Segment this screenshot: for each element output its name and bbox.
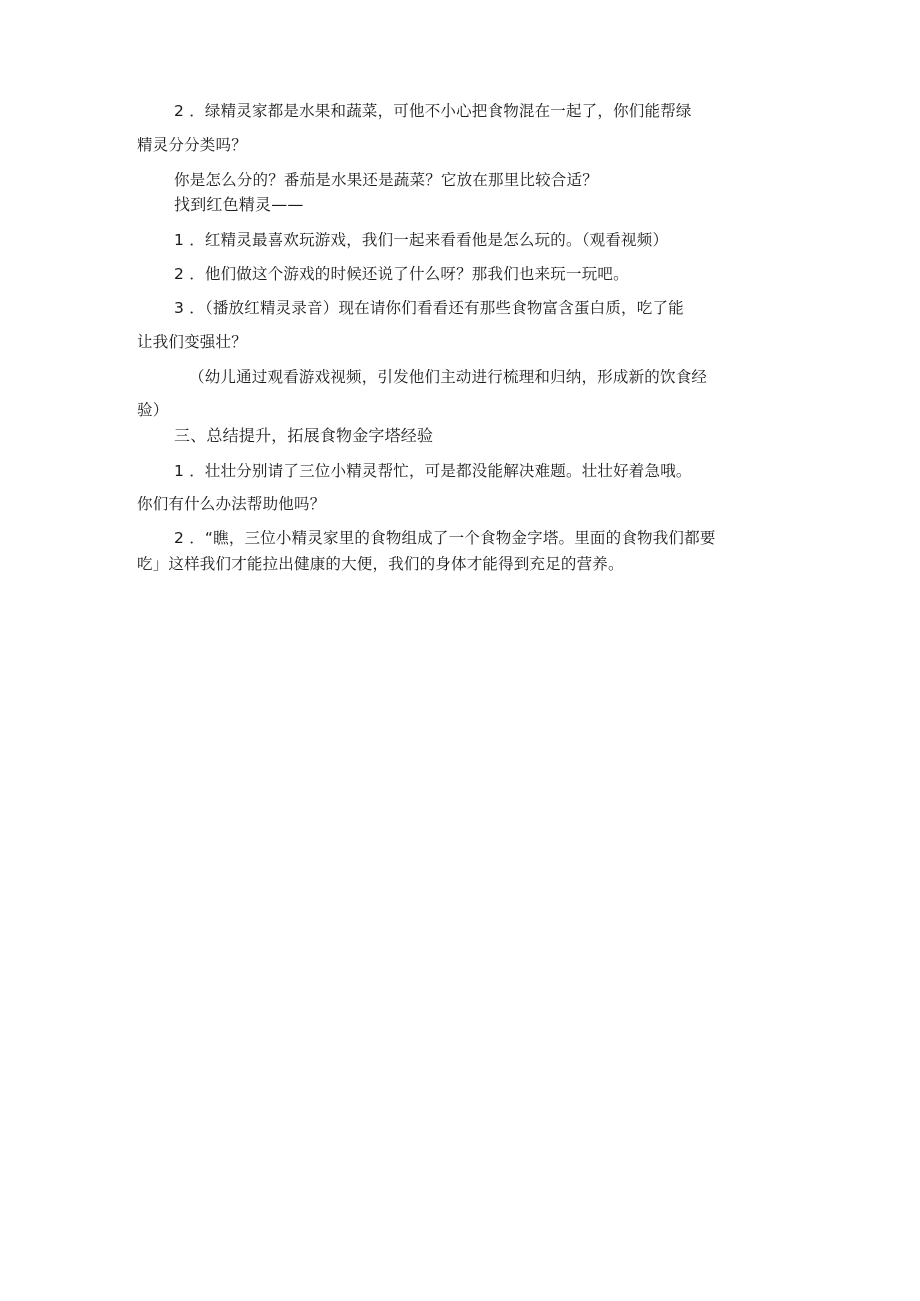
paragraph-line: 精灵分分类吗？ bbox=[137, 136, 247, 154]
section-heading: 找到红色精灵—— bbox=[174, 195, 304, 214]
paragraph-line: 3 ．（播放红精灵录音）现在请你们看看还有那些食物富含蛋白质，吃了能 bbox=[174, 299, 684, 317]
paragraph-line: 你们有什么办法帮助他吗？ bbox=[137, 495, 326, 513]
paragraph-line: 2 ．他们做这个游戏的时候还说了什么呀？那我们也来玩一玩吧。 bbox=[174, 265, 629, 283]
paragraph-line: 1 ．红精灵最喜欢玩游戏，我们一起来看看他是怎么玩的。（观看视频） bbox=[174, 231, 669, 249]
paragraph-line: 让我们变强壮？ bbox=[137, 333, 247, 351]
paragraph-line: 1 ．壮壮分别请了三位小精灵帮忙，可是都没能解决难题。壮壮好着急哦。 bbox=[174, 462, 692, 480]
section-heading: 三、总结提升，拓展食物金字塔经验 bbox=[174, 426, 434, 445]
paragraph-line: 2 ．绿精灵家都是水果和蔬菜，可他不小心把食物混在一起了，你们能帮绿 bbox=[174, 102, 692, 120]
paragraph-line: 2 ．“瞧，三位小精灵家里的食物组成了一个食物金字塔。里面的食物我们都要 bbox=[174, 529, 716, 547]
paragraph-line: （幼儿通过观看游戏视频，引发他们主动进行梳理和归纳，形成新的饮食经 bbox=[189, 368, 708, 386]
paragraph-line: 你是怎么分的？番茄是水果还是蔬菜？它放在那里比较合适？ bbox=[174, 171, 598, 189]
paragraph-line: 验） bbox=[137, 401, 169, 419]
paragraph-line: 吃」这样我们才能拉出健康的大便，我们的身体才能得到充足的营养。 bbox=[137, 555, 624, 573]
